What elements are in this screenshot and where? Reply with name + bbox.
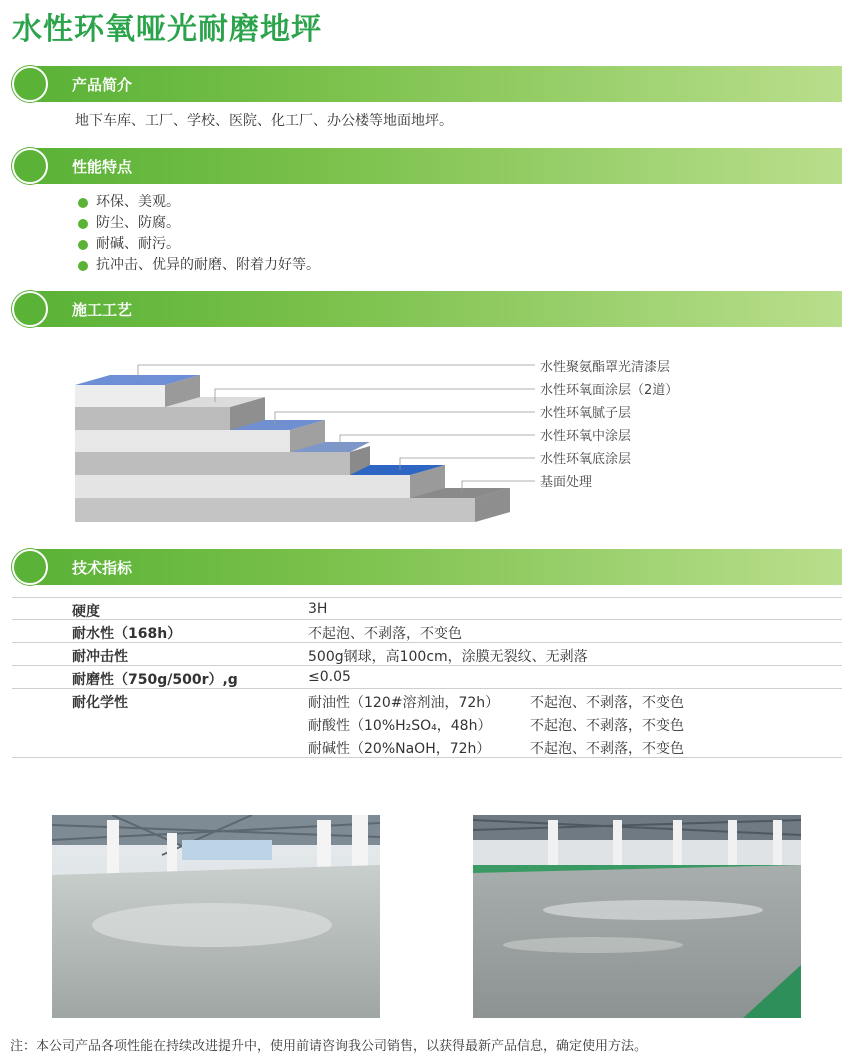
feature-text: 防尘、防腐。 xyxy=(96,215,180,231)
layer-label: 水性聚氨酯罩光清漆层 xyxy=(540,360,671,375)
section-header-process xyxy=(12,291,842,327)
spec-name: 耐冲击性 xyxy=(72,649,128,665)
layer-label: 基面处理 xyxy=(540,475,593,490)
bullet-icon xyxy=(78,198,88,208)
feature-text: 耐碱、耐污。 xyxy=(96,236,180,252)
test-condition: 耐油性（120#溶剂油，72h） xyxy=(308,695,500,711)
page-title: 水性环氧哑光耐磨地坪 xyxy=(12,12,322,47)
table-row xyxy=(12,689,842,712)
list-item xyxy=(78,192,320,213)
section-header-features xyxy=(12,148,842,184)
table-row xyxy=(12,597,842,620)
layer-label: 水性环氧中涂层 xyxy=(540,429,632,444)
bullet-icon xyxy=(78,261,88,271)
section-dot-icon xyxy=(12,66,48,102)
table-row xyxy=(12,735,842,758)
section-title: 技术指标 xyxy=(72,559,133,577)
section-band xyxy=(30,549,842,585)
spec-table xyxy=(12,597,842,758)
table-row xyxy=(12,666,842,689)
feature-list xyxy=(78,192,320,276)
table-row xyxy=(12,620,842,643)
test-result: 不起泡、不剥落，不变色 xyxy=(530,695,684,711)
section-header-specs xyxy=(12,549,842,585)
layer-diagram xyxy=(70,350,540,530)
section-band xyxy=(30,291,842,327)
spec-value: 不起泡、不剥落，不变色 xyxy=(308,626,462,642)
section-title: 产品简介 xyxy=(72,76,133,94)
spec-name: 耐化学性 xyxy=(72,695,128,711)
layer-label: 水性环氧面涂层（2道） xyxy=(540,383,679,398)
layer-label: 水性环氧腻子层 xyxy=(540,406,632,421)
intro-text: 地下车库、工厂、学校、医院、化工厂、办公楼等地面地坪。 xyxy=(75,113,453,129)
footnote: 注：本公司产品各项性能在持续改进提升中，使用前请咨询我公司销售，以获得最新产品信息，确定使用方法。 xyxy=(10,1039,648,1054)
feature-text: 抗冲击、优异的耐磨、附着力好等。 xyxy=(96,257,320,273)
test-condition: 耐酸性（10%H₂SO₄，48h） xyxy=(308,718,492,734)
section-band xyxy=(30,66,842,102)
spec-name: 耐磨性（750g/500r）,g xyxy=(72,672,238,688)
table-row xyxy=(12,712,842,735)
spec-name: 硬度 xyxy=(72,604,100,620)
list-item xyxy=(78,213,320,234)
section-band xyxy=(30,148,842,184)
spec-value: 3H xyxy=(308,601,328,617)
section-dot-icon xyxy=(12,549,48,585)
layer-label: 水性环氧底涂层 xyxy=(540,452,632,467)
test-result: 不起泡、不剥落，不变色 xyxy=(530,741,684,757)
list-item xyxy=(78,255,320,276)
section-dot-icon xyxy=(12,148,48,184)
table-row xyxy=(12,643,842,666)
section-header-intro xyxy=(12,66,842,102)
floor-photo-2 xyxy=(473,815,801,1018)
spec-value: 500g钢球，高100cm，涂膜无裂纹、无剥落 xyxy=(308,649,588,665)
spec-value: ≤0.05 xyxy=(308,669,351,685)
section-title: 性能特点 xyxy=(72,158,133,176)
list-item xyxy=(78,234,320,255)
feature-text: 环保、美观。 xyxy=(96,194,180,210)
bullet-icon xyxy=(78,240,88,250)
section-title: 施工工艺 xyxy=(72,301,133,319)
section-dot-icon xyxy=(12,291,48,327)
floor-photo-1 xyxy=(52,815,380,1018)
bullet-icon xyxy=(78,219,88,229)
test-condition: 耐碱性（20%NaOH，72h） xyxy=(308,741,491,757)
spec-name: 耐水性（168h） xyxy=(72,626,182,642)
test-result: 不起泡、不剥落，不变色 xyxy=(530,718,684,734)
